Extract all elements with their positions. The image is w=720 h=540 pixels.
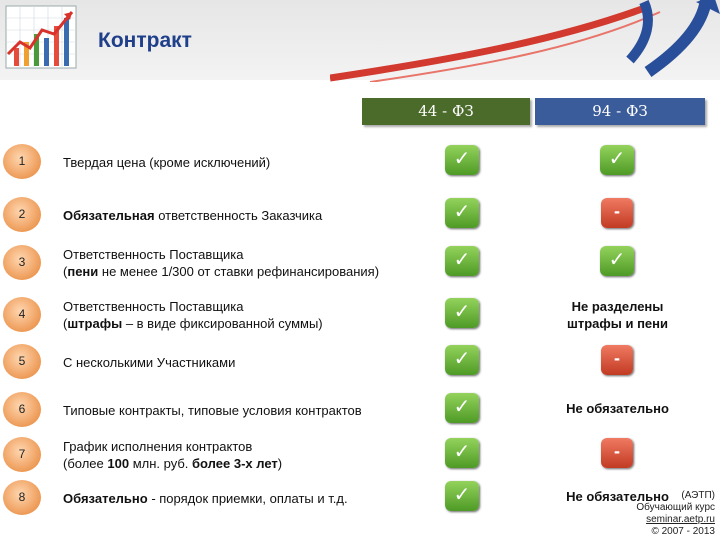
- page-title: Контракт: [98, 29, 192, 52]
- description-text: ответственность Заказчика: [154, 208, 323, 223]
- fz94-text: Не обязательно: [566, 489, 669, 504]
- description-text: не менее 1/300 от ставки рефинансирования): [98, 264, 380, 279]
- table-row: [0, 142, 720, 182]
- check-icon: ✓: [445, 481, 479, 511]
- row-description: [63, 438, 393, 472]
- description-text: Ответственность Поставщика: [63, 299, 244, 314]
- column-header-44fz: 44 - ФЗ: [362, 98, 530, 125]
- table-row: [0, 195, 720, 235]
- check-icon: ✓: [445, 198, 479, 228]
- fz94-text: Не обязательно: [566, 401, 669, 416]
- footer-org: (АЭТП): [681, 490, 715, 501]
- description-text: График исполнения контрактов: [63, 439, 253, 454]
- row-number-badge: 8: [3, 480, 41, 515]
- dash-icon: -: [601, 345, 633, 375]
- description-emphasis: Обязательная: [63, 208, 155, 223]
- description-text: ): [277, 456, 283, 471]
- table-row: [0, 295, 720, 335]
- row-description: [63, 354, 393, 371]
- check-icon: ✓: [445, 345, 479, 375]
- row-description: [63, 298, 393, 332]
- table-row: [0, 390, 720, 430]
- row-description: [63, 490, 393, 507]
- table-row: [0, 243, 720, 283]
- check-icon: ✓: [445, 246, 479, 276]
- check-icon: ✓: [445, 393, 479, 423]
- description-text: С несколькими Участниками: [63, 355, 236, 370]
- description-emphasis: 100: [107, 456, 130, 471]
- description-text: – в виде фиксированной суммы): [122, 316, 323, 331]
- footer-site-link[interactable]: seminar.aetp.ru: [646, 514, 715, 525]
- row-description: [63, 207, 393, 224]
- column-header-94fz: 94 - ФЗ: [535, 98, 705, 125]
- footer-course: Обучающий курс: [636, 502, 715, 513]
- row-description: [63, 246, 393, 280]
- row-number-badge: 1: [3, 144, 41, 179]
- row-number-badge: 3: [3, 245, 41, 280]
- row-number-badge: 7: [3, 437, 41, 472]
- dash-icon: -: [601, 198, 633, 228]
- description-emphasis: более 3-х лет: [192, 456, 278, 471]
- description-emphasis: штрафы: [67, 316, 123, 331]
- check-icon: ✓: [600, 145, 634, 175]
- description-text: млн. руб.: [129, 456, 193, 471]
- description-text: Твердая цена (кроме исключений): [63, 155, 271, 170]
- fz94-text: Не разделены штрафы и пени: [567, 299, 668, 331]
- row-description: [63, 154, 393, 171]
- description-emphasis: пени: [67, 264, 99, 279]
- row-number-badge: 5: [3, 344, 41, 379]
- chart-logo-icon: [2, 4, 80, 70]
- description-emphasis: Обязательно: [63, 491, 148, 506]
- check-icon: ✓: [600, 246, 634, 276]
- row-number-badge: 4: [3, 297, 41, 332]
- row-description: [63, 402, 393, 419]
- description-text: (: [63, 316, 68, 331]
- table-row: [0, 478, 720, 518]
- header-bar: [0, 0, 720, 80]
- check-icon: ✓: [445, 438, 479, 468]
- dash-icon: -: [601, 438, 633, 468]
- description-text: - порядок приемки, оплаты и т.д.: [147, 491, 348, 506]
- description-text: Типовые контракты, типовые условия контрактов: [63, 403, 362, 418]
- check-icon: ✓: [445, 145, 479, 175]
- footer-copyright: © 2007 - 2013: [651, 526, 715, 537]
- table-row: [0, 342, 720, 382]
- decorative-swoosh-icon: [330, 0, 720, 82]
- description-text: (более: [63, 456, 108, 471]
- description-text: (: [63, 264, 68, 279]
- description-text: Ответственность Поставщика: [63, 247, 244, 262]
- row-number-badge: 6: [3, 392, 41, 427]
- footer-credits: [636, 490, 715, 538]
- table-row: [0, 435, 720, 475]
- check-icon: ✓: [445, 298, 479, 328]
- row-number-badge: 2: [3, 197, 41, 232]
